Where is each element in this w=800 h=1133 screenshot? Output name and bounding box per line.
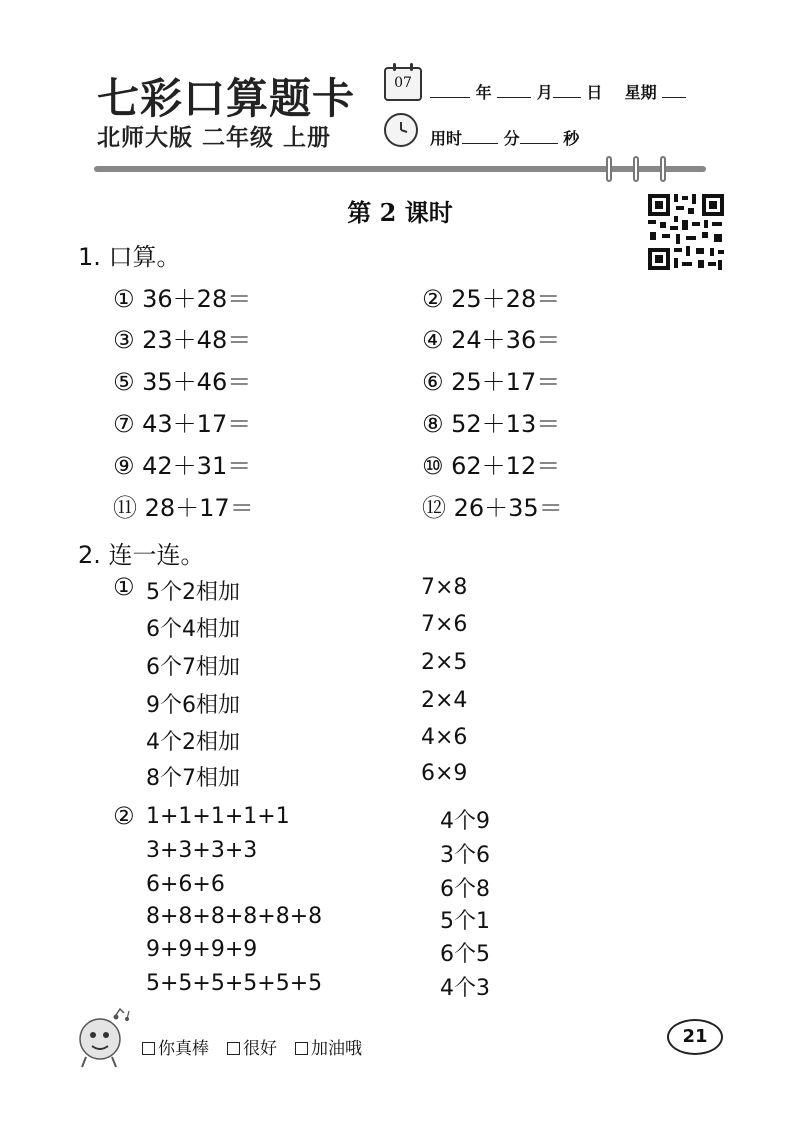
time-used-label: 用时 <box>430 129 463 148</box>
binder-clip <box>606 156 612 182</box>
arithmetic-item: ③ 23＋48＝ <box>113 326 252 354</box>
seconds-label: 秒 <box>563 129 580 148</box>
match-right-item: 4个3 <box>440 976 490 1001</box>
match-right-item: 3个6 <box>440 843 490 868</box>
binder-clip <box>660 156 666 182</box>
clock-icon <box>384 113 418 147</box>
match-right-item: 2×4 <box>421 688 468 713</box>
match-left-item: 6个7相加 <box>146 655 240 680</box>
year-label: 年 <box>475 83 492 102</box>
page-number: 21 <box>667 1019 723 1055</box>
minutes-label: 分 <box>503 129 520 148</box>
match-right-item: 7×6 <box>421 612 468 637</box>
match-right-item: 6个5 <box>440 942 490 967</box>
match-left-item: 1+1+1+1+1 <box>146 804 290 829</box>
calendar-icon <box>384 67 422 101</box>
mascot-icon <box>72 1005 134 1069</box>
rating-label: 你真棒 <box>158 1039 209 1059</box>
match-left-item: 8个7相加 <box>146 766 240 791</box>
match-left-item: 5个2相加 <box>146 580 240 605</box>
qr-code-icon <box>646 192 726 272</box>
time-fields <box>430 126 579 149</box>
month-label: 月 <box>536 83 553 102</box>
edition-subtitle: 北师大版 二年级 上册 <box>97 125 332 151</box>
header-divider <box>94 166 706 172</box>
date-fields <box>430 80 686 103</box>
day-label: 日 <box>586 83 603 102</box>
rating-label: 很好 <box>243 1039 277 1059</box>
arithmetic-item: ⑧ 52＋13＝ <box>422 410 561 438</box>
lesson-title: 第 2 课时 <box>347 198 453 227</box>
match-right-item: 6个8 <box>440 877 490 902</box>
self-rating <box>142 1034 380 1059</box>
arithmetic-item: ⑥ 25＋17＝ <box>422 368 561 396</box>
arithmetic-item: ⑨ 42＋31＝ <box>113 452 252 480</box>
weekday-label: 星期 <box>624 83 657 102</box>
arithmetic-item: ⑤ 35＋46＝ <box>113 368 252 396</box>
checkbox-icon[interactable] <box>142 1042 155 1055</box>
match-right-item: 4×6 <box>421 725 468 750</box>
arithmetic-item: ⑩ 62＋12＝ <box>422 452 561 480</box>
binder-clip <box>633 156 639 182</box>
match-right-item: 5个1 <box>440 909 490 934</box>
match-left-item: 9个6相加 <box>146 693 240 718</box>
match-left-item: 6+6+6 <box>146 872 225 897</box>
match-left-item: 6个4相加 <box>146 617 240 642</box>
section-1-title: 1. 口算。 <box>78 243 181 271</box>
match-left-item: 5+5+5+5+5+5 <box>146 971 323 996</box>
match-right-item: 7×8 <box>421 575 468 600</box>
match-right-item: 2×5 <box>421 650 468 675</box>
rating-option[interactable] <box>295 1039 362 1059</box>
arithmetic-item: ② 25＋28＝ <box>422 285 561 313</box>
match-right-item: 6×9 <box>421 761 468 786</box>
arithmetic-item: ⑪ 28＋17＝ <box>113 494 254 522</box>
part-marker: ① <box>113 573 135 601</box>
part-marker: ② <box>113 802 135 830</box>
arithmetic-item: ① 36＋28＝ <box>113 285 252 313</box>
checkbox-icon[interactable] <box>295 1042 308 1055</box>
rating-label: 加油哦 <box>311 1039 362 1059</box>
brand-title: 七彩口算题卡 <box>97 74 356 123</box>
match-right-item: 4个9 <box>440 809 490 834</box>
checkbox-icon[interactable] <box>227 1042 240 1055</box>
match-left-item: 3+3+3+3 <box>146 838 258 863</box>
arithmetic-item: ⑫ 26＋35＝ <box>422 494 563 522</box>
calendar-day: 07 <box>394 75 412 91</box>
match-left-item: 4个2相加 <box>146 730 240 755</box>
rating-option[interactable] <box>227 1039 277 1059</box>
arithmetic-item: ④ 24＋36＝ <box>422 326 561 354</box>
arithmetic-item: ⑦ 43＋17＝ <box>113 410 252 438</box>
match-left-item: 8+8+8+8+8+8 <box>146 904 323 929</box>
rating-option[interactable] <box>142 1039 209 1059</box>
match-left-item: 9+9+9+9 <box>146 937 258 962</box>
section-2-title: 2. 连一连。 <box>78 541 205 569</box>
